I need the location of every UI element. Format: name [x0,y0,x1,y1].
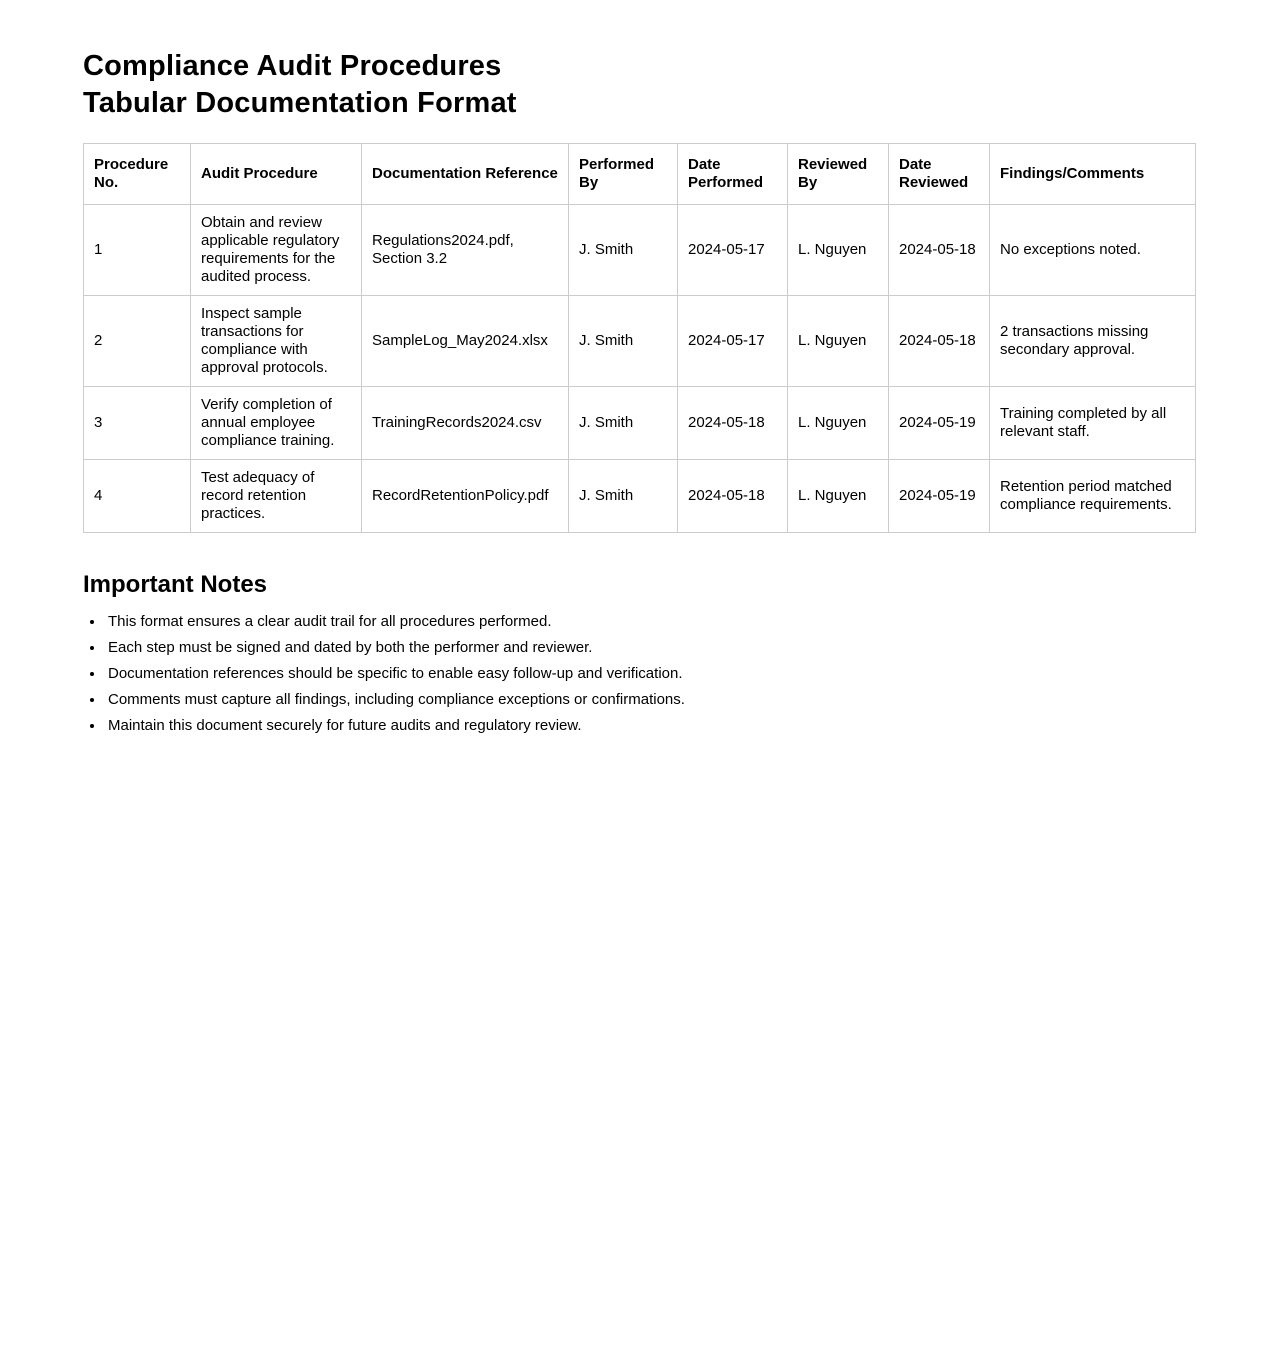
table-row [84,387,1196,460]
header-findings-comments: Findings/Comments [990,144,1196,205]
cell-audit-procedure: Verify completion of annual employee compliance training. [191,387,362,460]
cell-documentation-reference: SampleLog_May2024.xlsx [362,296,569,387]
cell-documentation-reference: RecordRetentionPolicy.pdf [362,460,569,533]
page-title-line2: Tabular Documentation Format [83,87,517,120]
cell-date-reviewed: 2024-05-18 [889,296,990,387]
table-header-row [84,144,1196,205]
cell-findings-comments: Training completed by all relevant staff. [990,387,1196,460]
cell-audit-procedure: Obtain and review applicable regulatory requirements for the audited process. [191,205,362,296]
cell-date-reviewed: 2024-05-19 [889,387,990,460]
cell-reviewed-by: L. Nguyen [788,387,889,460]
cell-date-performed: 2024-05-18 [678,387,788,460]
cell-procedure-no: 4 [84,460,191,533]
header-audit-procedure: Audit Procedure [191,144,362,205]
cell-documentation-reference: TrainingRecords2024.csv [362,387,569,460]
cell-date-performed: 2024-05-17 [678,296,788,387]
cell-procedure-no: 1 [84,205,191,296]
note-item: • Maintain this document securely for future audits and regulatory review. [105,717,1195,735]
cell-date-performed: 2024-05-17 [678,205,788,296]
header-performed-by: Performed By [569,144,678,205]
cell-reviewed-by: L. Nguyen [788,460,889,533]
notes-heading: Important Notes [83,571,268,599]
cell-performed-by: J. Smith [569,296,678,387]
cell-findings-comments: No exceptions noted. [990,205,1196,296]
header-documentation-reference: Documentation Reference [362,144,569,205]
note-item: • Documentation references should be specific to enable easy follow-up and verification. [105,665,1195,683]
note-item: • Each step must be signed and dated by both the performer and reviewer. [105,639,1195,657]
audit-procedures-table [83,143,1196,533]
cell-date-reviewed: 2024-05-18 [889,205,990,296]
header-reviewed-by: Reviewed By [788,144,889,205]
document-page [83,48,1195,735]
cell-date-performed: 2024-05-18 [678,460,788,533]
cell-findings-comments: 2 transactions missing secondary approval. [990,296,1196,387]
cell-performed-by: J. Smith [569,205,678,296]
cell-reviewed-by: L. Nguyen [788,205,889,296]
cell-performed-by: J. Smith [569,387,678,460]
cell-procedure-no: 3 [84,387,191,460]
cell-performed-by: J. Smith [569,460,678,533]
notes-list [105,613,1195,735]
note-item: • This format ensures a clear audit trail for all procedures performed. [105,613,1195,631]
cell-findings-comments: Retention period matched compliance requirements. [990,460,1196,533]
page-title-line1: Compliance Audit Procedures [83,50,502,82]
header-date-performed: Date Performed [678,144,788,205]
cell-procedure-no: 2 [84,296,191,387]
cell-reviewed-by: L. Nguyen [788,296,889,387]
table-row [84,296,1196,387]
header-procedure-no: Procedure No. [84,144,191,205]
table-row [84,205,1196,296]
cell-audit-procedure: Inspect sample transactions for compliance with approval protocols. [191,296,362,387]
table-row [84,460,1196,533]
cell-date-reviewed: 2024-05-19 [889,460,990,533]
note-item: • Comments must capture all findings, including compliance exceptions or confirmations. [105,691,1195,709]
cell-documentation-reference: Regulations2024.pdf, Section 3.2 [362,205,569,296]
cell-audit-procedure: Test adequacy of record retention practices. [191,460,362,533]
header-date-reviewed: Date Reviewed [889,144,990,205]
page-title [83,48,1195,122]
